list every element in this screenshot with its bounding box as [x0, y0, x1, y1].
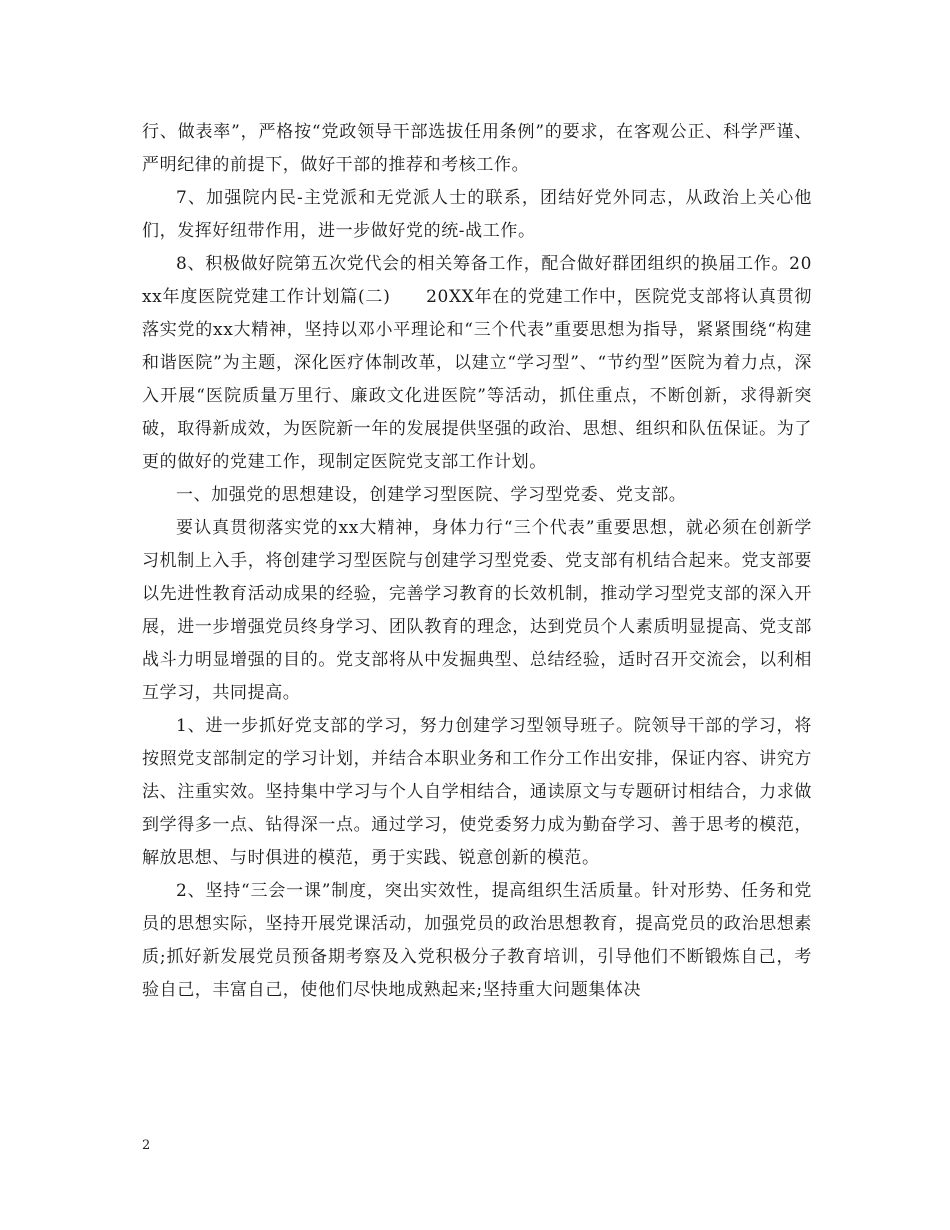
page-number: 2 — [142, 1138, 151, 1153]
paragraph: 2、坚持“三会一课”制度，突出实效性，提高组织生活质量。针对形势、任务和党员的思想实际，坚持开展党课活动，加强党员的政治思想教育，提高党员的政治思想素质;抓好新发展党员预备期考察及入党积极分子教育培训，引导他们不断锻炼自己，考验自己，丰富自己，使他们尽快地成熟起来;坚持重大问题集体决 — [142, 881, 812, 1000]
paragraph: 8、积极做好院第五次党代会的相关筹备工作，配合做好群团组织的换届工作。20xx年度医院党建工作计划篇(二) 20XX年在的党建工作中，医院党支部将认真贯彻落实党的xx大精神，坚持以邓小平理论和“三个代表”重要思想为指导，紧紧围绕“构建和谐医院”为主题，深化医疗体制改革，以建立“学习型”、“节约型”医院为着力点，深入开展“医院质量万里行、廉政文化进医院”等活动，抓住重点，不断创新，求得新突破，取得新成效，为医院新一年的发展提供坚强的政治、思想、组织和队伍保证。为了更的做好的党建工作，现制定医院党支部工作计划。 — [142, 254, 812, 472]
paragraph: 一、加强党的思想建设，创建学习型医院、学习型党委、党支部。 — [176, 485, 687, 505]
paragraph: 1、进一步抓好党支部的学习，努力创建学习型领导班子。院领导干部的学习，将按照党支部制定的学习计划，并结合本职业务和工作分工作出安排，保证内容、讲究方法、注重实效。坚持集中学习与个人自学相结合，通读原文与专题研讨相结合，力求做到学得多一点、钻得深一点。通过学习，使党委努力成为勤奋学习、善于思考的模范，解放思想、与时俱进的模范，勇于实践、锐意创新的模范。 — [142, 716, 812, 868]
paragraph: 要认真贯彻落实党的xx大精神，身体力行“三个代表”重要思想，就必须在创新学习机制上入手，将创建学习型医院与创建学习型党委、党支部有机结合起来。党支部要以先进性教育活动成果的经验，完善学习教育的长效机制，推动学习型党支部的深入开展，进一步增强党员终身学习、团队教育的理念，达到党员个人素质明显提高、党支部战斗力明显增强的目的。党支部将从中发掘典型、总结经验，适时召开交流会，以利相互学习，共同提高。 — [142, 518, 812, 703]
document-page — [142, 116, 812, 1007]
paragraph: 行、做表率”，严格按“党政领导干部选拔任用条例”的要求，在客观公正、科学严谨、严明纪律的前提下，做好干部的推荐和考核工作。 — [142, 122, 812, 175]
paragraph: 7、加强院内民-主党派和无党派人士的联系，团结好党外同志，从政治上关心他们，发挥好纽带作用，进一步做好党的统-战工作。 — [142, 188, 812, 241]
